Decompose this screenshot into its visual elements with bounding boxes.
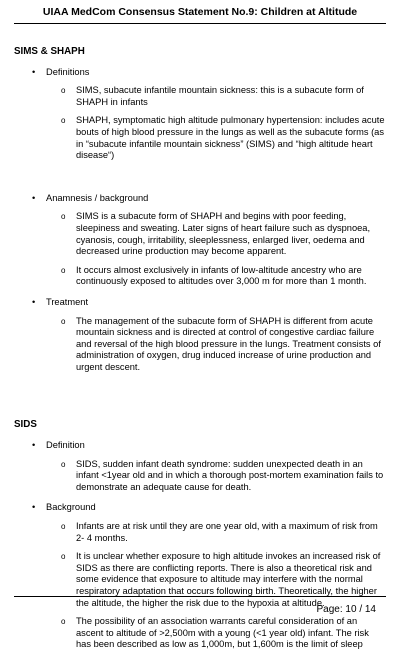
list-item-definition: • Definition: [32, 440, 85, 451]
bullet-icon: •: [32, 502, 36, 513]
bullet-icon: •: [32, 192, 36, 203]
circle-bullet-icon: o: [61, 316, 66, 326]
list-item-treatment: • Treatment: [32, 296, 89, 307]
sub-list-item: o The management of the subacute form of SHAPH is different from acute mountain sickness and is directed at control of congestive cardiac failure and reversal of the high blood pressure in the lungs. Treatment consists of administration of oxygen, drug induced increase of urine production and urgent descent.: [61, 315, 381, 372]
page-content: [14, 46, 386, 651]
circle-bullet-icon: o: [61, 116, 66, 126]
sub-list-item: o Infants are at risk until they are one year old, with a maximum of risk from 2- 4 months.: [61, 521, 378, 543]
list-item-anamnesis: • Anamnesis / background: [32, 192, 149, 203]
circle-bullet-icon: o: [61, 212, 66, 222]
bullet-icon: •: [32, 296, 36, 307]
circle-bullet-icon: o: [61, 86, 66, 96]
circle-bullet-icon: o: [61, 522, 66, 532]
bullet-icon: •: [32, 66, 36, 77]
bullet-icon: •: [32, 440, 36, 451]
sub-list-item: o SHAPH, symptomatic high altitude pulmonary hypertension: includes acute bouts of high blood pressure in the lungs as well as the subacute forms (as in “subacute infantile mountain sickness” (SIMS) and “high altitude heart disease“): [61, 115, 385, 161]
header-divider: [14, 23, 386, 24]
circle-bullet-icon: o: [61, 459, 66, 469]
footer-divider: [14, 596, 386, 597]
sub-list-item: o The possibility of an association warrants careful consideration of an ascent to altitude of >2,500m with a young (<1 year old) infant. The risk has been described as low as 1,000m, but 1,600m is the limit of sleep: [61, 616, 369, 650]
circle-bullet-icon: o: [61, 617, 66, 627]
list-item-definitions: • Definitions: [32, 66, 90, 77]
page-number: Page: 10 / 14: [316, 604, 376, 615]
sub-list-item: o It occurs almost exclusively in infants of low-altitude ancestry who are continuously exposed to altitudes over 3,000 m for more than 1 month.: [61, 264, 367, 287]
sub-list-item: o It is unclear whether exposure to high altitude invokes an increased risk of SIDS as there are conflicting reports. There is also a theoretical risk and some evidence that exposure to altitude may interfere with the normal respiratory adaptation that occurs following birth. Theoretically, the higher the altitude, the higher the risk due to the hypoxia at altitude.: [61, 551, 381, 608]
section-title-sims-shaph: SIMS & SHAPH: [14, 46, 85, 57]
section-title-sids: SIDS: [14, 419, 37, 431]
list-item-background: • Background: [32, 502, 96, 513]
page-header-title: UIAA MedCom Consensus Statement No.9: Children at Altitude: [42, 6, 358, 18]
sub-list-item: o SIDS, sudden infant death syndrome: sudden unexpected death in an infant <1year old and in which a thorough post-mortem examination fails to demonstrate an adequate cause for death.: [61, 458, 384, 492]
sub-list-item: o SIMS is a subacute form of SHAPH and begins with poor feeding, sleepiness and sweating. Later signs of heart failure such as dyspnoea, cyanosis, cough, irritability, sleeplessness, enlarged liver, oedema and decreased urine production may become apparent.: [61, 211, 371, 257]
circle-bullet-icon: o: [61, 552, 66, 562]
sub-list-item: o SIMS, subacute infantile mountain sickness: this is a subacute form of SHAPH in infants: [61, 85, 364, 107]
circle-bullet-icon: o: [61, 265, 66, 275]
